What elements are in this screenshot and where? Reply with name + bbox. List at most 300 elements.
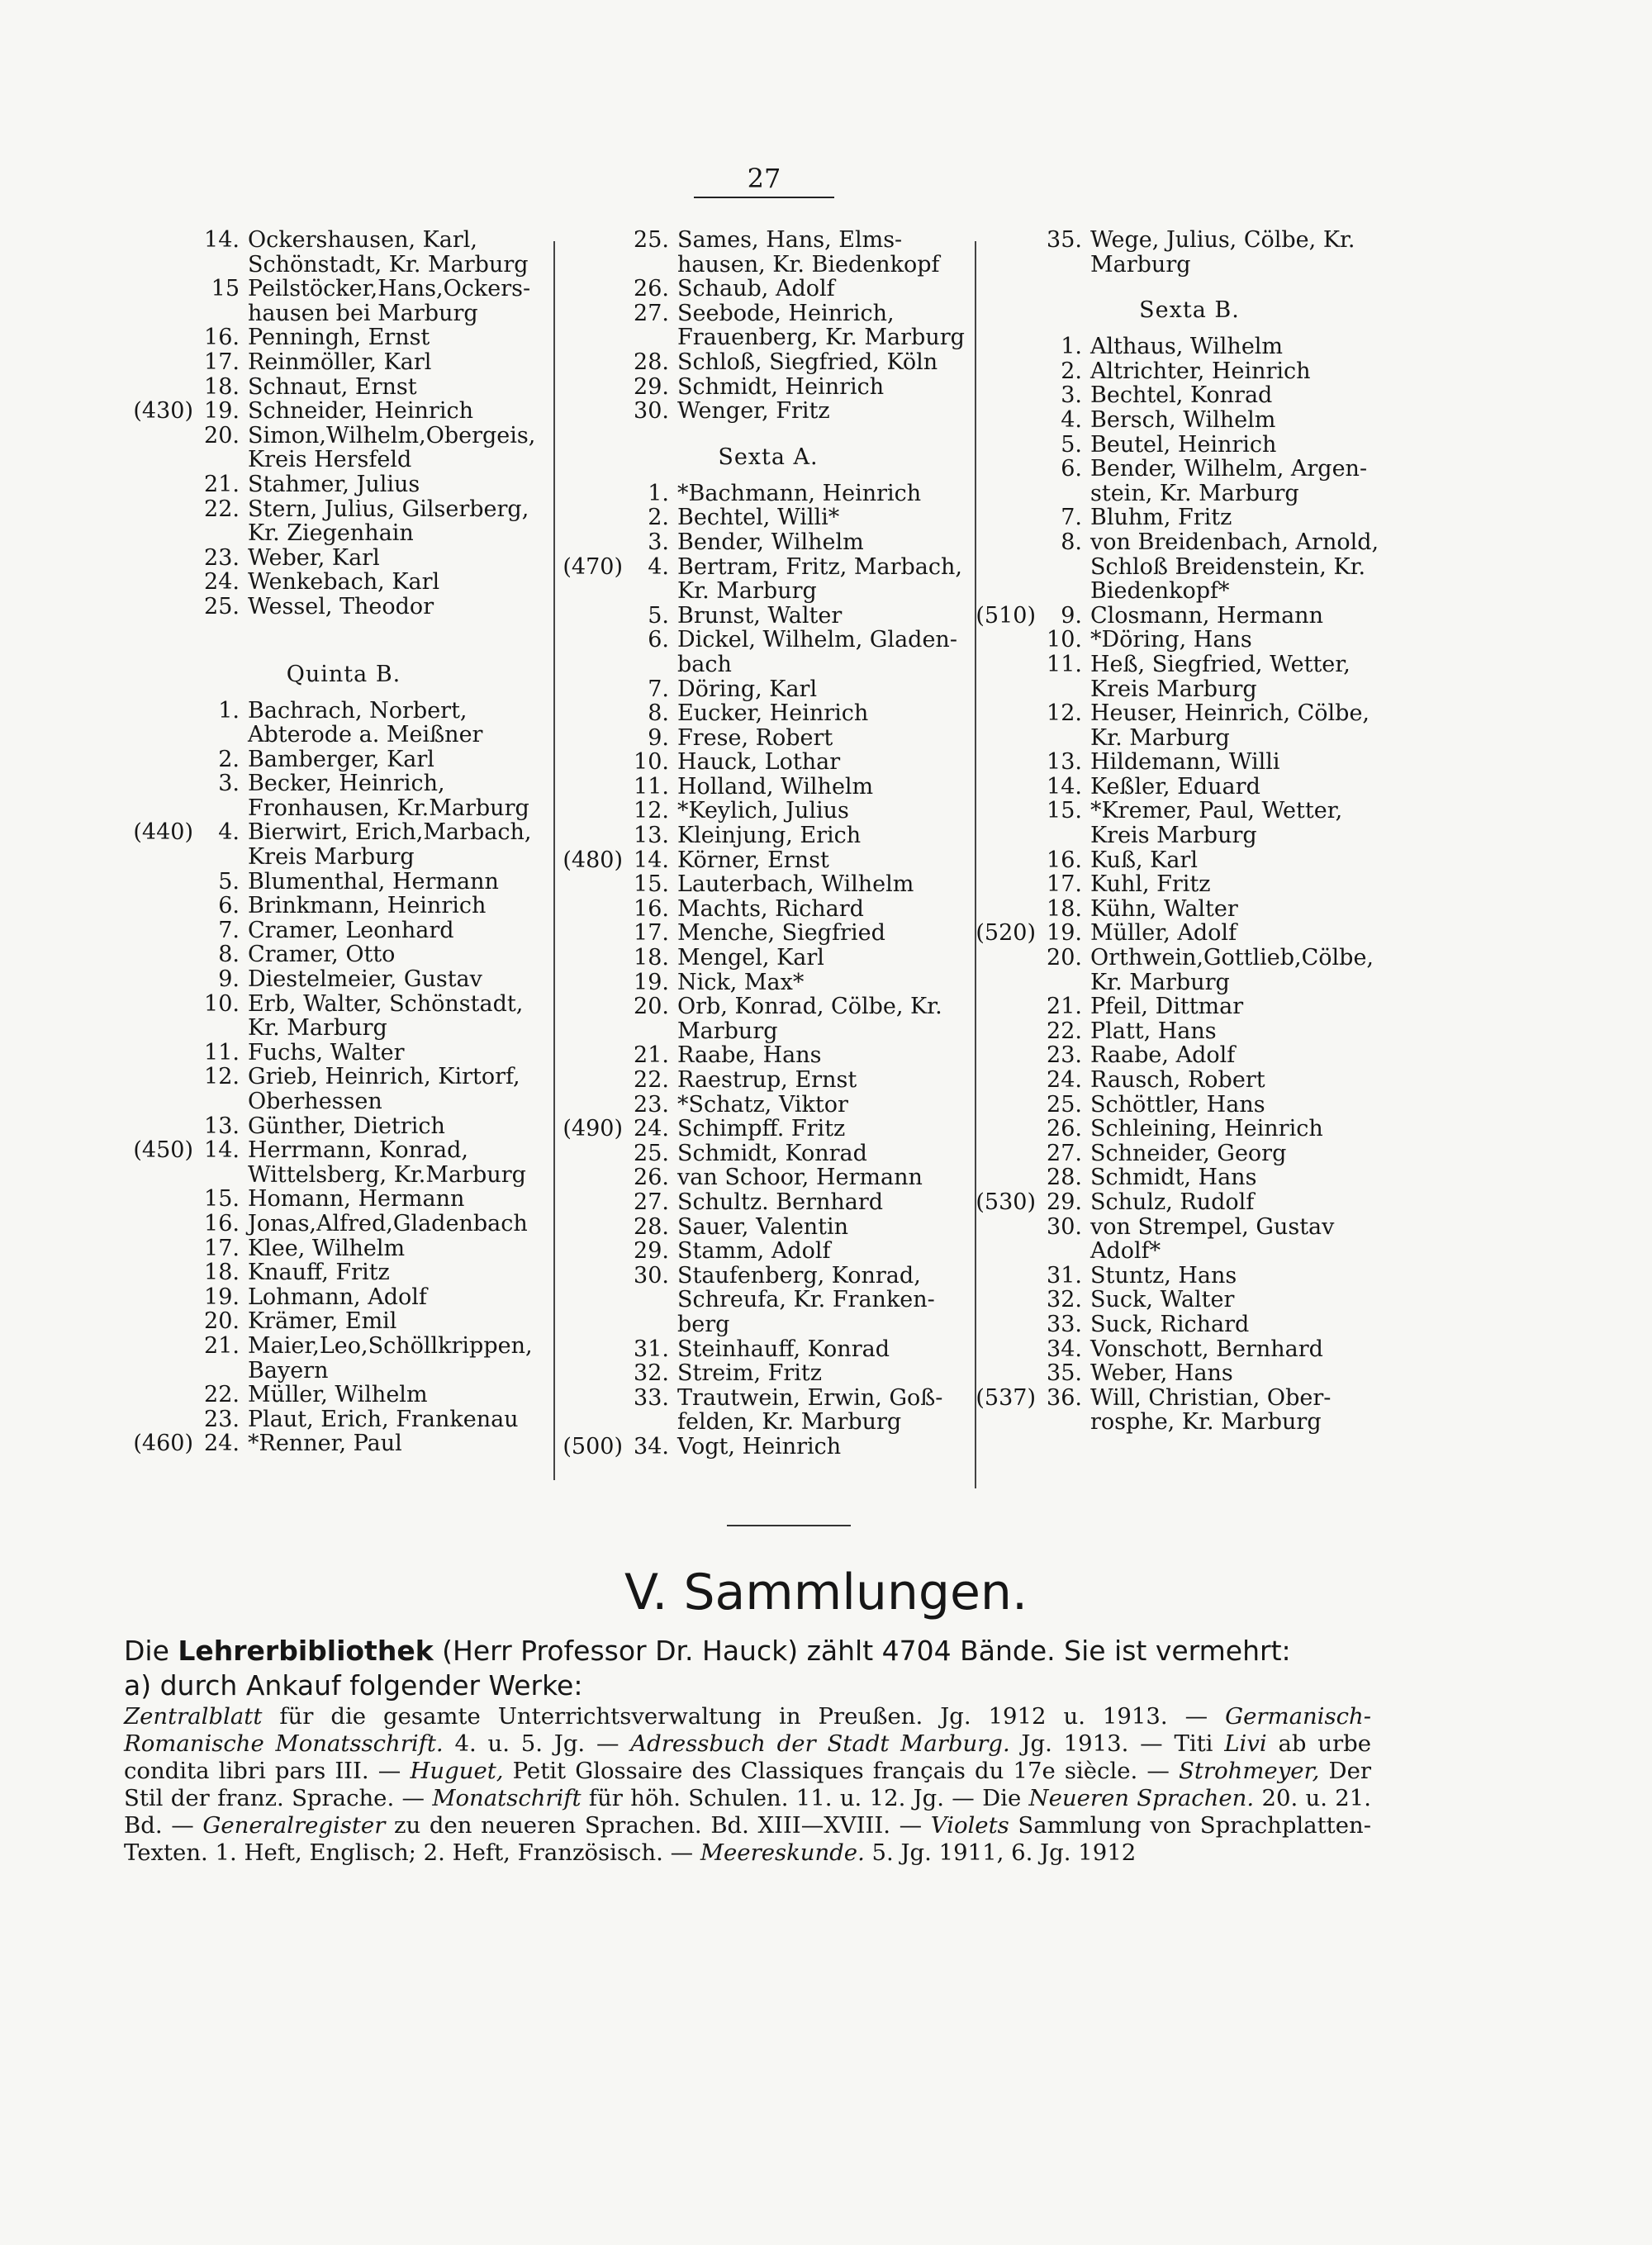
book-title: Strohmeyer, — [1179, 1758, 1320, 1784]
entry-number: 10. — [204, 990, 240, 1017]
entry-number: 28. — [634, 349, 669, 375]
student-column-3 — [975, 228, 1404, 1435]
student-entry — [562, 228, 975, 277]
entry-index — [562, 775, 629, 800]
student-entry — [975, 750, 1404, 775]
student-name: Jonas,Alfred,Gladenbach — [248, 1210, 528, 1236]
student-entry — [132, 1309, 555, 1334]
student-name: Rausch, Robert — [1090, 1067, 1265, 1093]
student-name: Holland, Wilhelm — [677, 773, 874, 800]
student-name: Frese, Robert — [677, 724, 833, 751]
student-name: Mengel, Karl — [677, 945, 824, 971]
book-text: Petit Glossaire des Classiques français du 17e siècle. — — [503, 1758, 1180, 1784]
entry-index — [132, 375, 200, 400]
student-entry — [132, 967, 555, 992]
student-name: Wessel, Theodor — [248, 593, 434, 619]
entry-number: 16. — [1047, 847, 1082, 873]
student-entry — [562, 1043, 975, 1068]
student-name: Krämer, Emil — [248, 1308, 397, 1335]
student-entry — [975, 775, 1404, 800]
student-entry — [132, 1383, 555, 1407]
entry-index — [132, 228, 200, 277]
entry-number: 8. — [1061, 529, 1082, 555]
entry-index — [132, 699, 200, 748]
student-entry — [975, 628, 1404, 653]
entry-number: 2. — [218, 746, 240, 772]
entry-number: 12. — [204, 1064, 240, 1090]
student-entry — [562, 921, 975, 946]
student-entry — [975, 653, 1404, 701]
entry-index — [132, 546, 200, 571]
entry-number: 26. — [634, 276, 669, 302]
book-title: Adressbuch der Stadt Marburg. — [630, 1730, 1010, 1757]
student-name: Grieb, Heinrich, Kirtorf, Oberhessen — [248, 1064, 520, 1114]
student-name: von Breidenbach, Arnold, Schloß Breidenstein, Kr. Biedenkopf* — [1090, 529, 1379, 605]
student-entry — [562, 1361, 975, 1386]
entry-index — [975, 457, 1042, 505]
entry-index — [975, 1312, 1042, 1337]
entry-number: 5. — [648, 602, 669, 629]
student-name: Closmann, Hermann — [1090, 602, 1323, 629]
entry-number: 19. — [204, 1284, 240, 1310]
entry-number: 32. — [1047, 1287, 1082, 1313]
entry-index — [975, 1093, 1042, 1118]
student-entry — [562, 775, 975, 800]
student-entry — [562, 399, 975, 424]
student-entry — [132, 1041, 555, 1066]
student-name: Döring, Karl — [677, 676, 818, 702]
student-name: Schnaut, Ernst — [248, 373, 417, 400]
student-entry — [132, 1260, 555, 1285]
student-entry — [132, 1212, 555, 1236]
book-title: Germanisch-Romanische Monatsschrift. — [124, 1703, 1371, 1757]
entry-number: 31. — [634, 1336, 669, 1362]
student-name: Beutel, Heinrich — [1090, 431, 1277, 458]
student-name: Simon,Wilhelm,Obergeis, Kreis Hersfeld — [248, 422, 536, 473]
student-name: Brinkmann, Heinrich — [248, 893, 487, 919]
entry-number: 35. — [1047, 1360, 1082, 1387]
student-name: Maier,Leo,Schöllkrippen, Bayern — [248, 1332, 533, 1384]
entry-index — [975, 1019, 1042, 1044]
student-entry — [132, 325, 555, 350]
student-entry — [562, 301, 975, 350]
student-entry — [975, 1264, 1404, 1289]
entry-number: 25. — [1047, 1091, 1082, 1118]
student-entry — [132, 277, 555, 325]
entry-index: (520) — [976, 920, 1036, 947]
student-entry — [975, 408, 1404, 433]
student-name: Homann, Hermann — [248, 1186, 465, 1213]
entry-number: 8. — [218, 942, 240, 968]
book-text: Der Stil der franz. Sprache. — — [124, 1758, 1371, 1811]
book-text: Jg. 1913. — Titi — [1009, 1730, 1225, 1757]
student-entry — [132, 472, 555, 497]
student-name: Schneider, Heinrich — [248, 398, 473, 425]
entry-index — [975, 994, 1042, 1019]
entry-number: 16. — [634, 895, 669, 922]
student-entry — [562, 555, 975, 604]
entry-index: (500) — [563, 1433, 623, 1459]
entry-index: (530) — [976, 1189, 1036, 1215]
student-entry — [562, 701, 975, 726]
student-name: Fuchs, Walter — [248, 1039, 405, 1066]
entry-index: (510) — [976, 602, 1036, 629]
student-name: Stahmer, Julius — [248, 471, 420, 497]
entry-index — [562, 301, 629, 350]
student-column-2 — [562, 228, 975, 1459]
entry-number: 2. — [648, 505, 669, 531]
student-entry — [562, 482, 975, 506]
entry-index: (537) — [976, 1384, 1036, 1411]
student-name: Weber, Karl — [248, 544, 380, 571]
student-entry — [975, 604, 1404, 629]
entry-index — [975, 1361, 1042, 1386]
student-entry — [562, 799, 975, 823]
student-name: Raabe, Hans — [677, 1042, 822, 1069]
entry-number: 10. — [634, 749, 669, 776]
entry-index — [132, 497, 200, 546]
entry-index — [562, 750, 629, 775]
book-title: Violets — [930, 1812, 1009, 1839]
entry-index — [562, 1239, 629, 1264]
student-name: Bachrach, Norbert, Abterode a. Meißner — [248, 697, 483, 748]
entry-index — [562, 375, 629, 400]
student-name: Schmidt, Konrad — [677, 1140, 867, 1166]
entry-index — [975, 628, 1042, 653]
entry-index — [975, 897, 1042, 922]
student-entry — [562, 726, 975, 751]
student-entry — [975, 1215, 1404, 1264]
student-entry — [132, 595, 555, 619]
entry-index — [975, 228, 1042, 277]
student-entry — [975, 848, 1404, 873]
student-name: Cramer, Otto — [248, 942, 396, 968]
student-entry — [562, 1337, 975, 1362]
student-name: Stamm, Adolf — [677, 1238, 831, 1265]
student-entry — [562, 1386, 975, 1435]
student-entry — [562, 604, 975, 629]
entry-index — [562, 530, 629, 555]
student-name: Günther, Dietrich — [248, 1113, 445, 1139]
student-name: Weber, Hans — [1090, 1360, 1233, 1387]
entry-number: 11. — [634, 773, 669, 800]
student-name: Wege, Julius, Cölbe, Kr. Marburg — [1090, 227, 1355, 278]
entry-number: 17. — [634, 920, 669, 947]
student-entry — [132, 546, 555, 571]
student-name: Schulz, Rudolf — [1090, 1189, 1255, 1215]
entry-number: 18. — [1047, 895, 1082, 922]
student-entry — [132, 699, 555, 748]
entry-number: 16. — [204, 325, 240, 351]
entry-index — [562, 628, 629, 676]
student-entry — [975, 1312, 1404, 1337]
entry-index — [132, 748, 200, 772]
entry-index: (430) — [133, 398, 193, 425]
student-entry — [132, 1114, 555, 1139]
entry-number: 28. — [1047, 1165, 1082, 1191]
entry-index — [975, 1117, 1042, 1141]
entry-index — [562, 1043, 629, 1068]
student-entry — [562, 350, 975, 375]
entry-index — [132, 350, 200, 375]
student-name: Altrichter, Heinrich — [1090, 358, 1311, 384]
entry-index — [562, 1190, 629, 1215]
entry-index — [975, 653, 1042, 701]
entry-index — [132, 967, 200, 992]
book-text: für die gesamte Unterrichtsverwaltung in Preußen. Jg. 1912 u. 1913. — — [262, 1703, 1226, 1730]
student-name: *Keylich, Julius — [677, 798, 849, 824]
student-name: Bechtel, Willi* — [677, 505, 840, 531]
student-entry — [132, 228, 555, 277]
entry-index — [562, 946, 629, 971]
entry-number: 29. — [634, 1238, 669, 1265]
student-name: Bender, Wilhelm — [677, 529, 864, 555]
entry-number: 11. — [204, 1039, 240, 1066]
student-entry — [132, 1334, 555, 1383]
student-name: Erb, Walter, Schönstadt, Kr. Marburg — [248, 990, 524, 1042]
page-number: 27 — [694, 162, 834, 198]
entry-index — [132, 1334, 200, 1383]
student-name: Will, Christian, Ober- rosphe, Kr. Marburg — [1090, 1384, 1332, 1436]
entry-index — [562, 277, 629, 301]
entry-number: 7. — [1061, 505, 1082, 531]
entry-number: 18. — [634, 945, 669, 971]
entry-index — [975, 1215, 1042, 1264]
entry-index: (470) — [563, 553, 623, 580]
entry-number: 15. — [634, 871, 669, 898]
entry-index — [132, 1114, 200, 1139]
student-name: Seebode, Heinrich, Frauenberg, Kr. Marburg — [677, 300, 965, 351]
entry-index — [132, 1236, 200, 1261]
entry-index — [562, 897, 629, 922]
entry-number: 4. — [218, 819, 240, 846]
student-entry — [975, 946, 1404, 994]
entry-index — [562, 399, 629, 424]
entry-number: 21. — [1047, 994, 1082, 1020]
entry-number: 27. — [1047, 1140, 1082, 1166]
student-entry — [562, 1141, 975, 1166]
entry-index — [975, 848, 1042, 873]
entry-index — [562, 482, 629, 506]
student-entry — [562, 1264, 975, 1337]
entry-index — [562, 1386, 629, 1435]
entry-number: 29. — [1047, 1189, 1082, 1215]
entry-index — [975, 505, 1042, 530]
entry-number: 21. — [204, 1332, 240, 1359]
entry-number: 20. — [204, 422, 240, 449]
student-entry — [975, 433, 1404, 458]
entry-number: 31. — [1047, 1262, 1082, 1289]
student-entry — [975, 335, 1404, 359]
student-name: Sauer, Valentin — [677, 1213, 849, 1240]
entry-number: 22. — [634, 1067, 669, 1093]
student-entry — [132, 748, 555, 772]
student-entry — [562, 1239, 975, 1264]
entry-number: 6. — [218, 893, 240, 919]
student-entry — [562, 1215, 975, 1240]
entry-number: 30. — [634, 398, 669, 425]
entry-number: 13. — [1047, 749, 1082, 776]
student-name: Raestrup, Ernst — [677, 1067, 857, 1093]
entry-number: 1. — [1061, 334, 1082, 360]
section-separator — [727, 1525, 851, 1526]
entry-number: 19. — [1047, 920, 1082, 947]
student-name: *Bachmann, Heinrich — [677, 480, 922, 506]
entry-number: 25. — [634, 227, 669, 253]
entry-number: 32. — [634, 1360, 669, 1387]
entry-number: 3. — [218, 771, 240, 797]
student-entry — [975, 1019, 1404, 1044]
intro-bold: Lehrerbibliothek — [178, 1635, 434, 1667]
book-title: Meereskunde. — [700, 1839, 865, 1866]
student-entry — [562, 505, 975, 530]
student-name: Herrmann, Konrad, Wittelsberg, Kr.Marburg — [248, 1137, 526, 1188]
entry-number: 23. — [1047, 1042, 1082, 1069]
student-name: Heß, Siegfried, Wetter, Kreis Marburg — [1090, 651, 1351, 702]
entry-index — [975, 1068, 1042, 1093]
entry-index — [975, 1264, 1042, 1289]
student-entry — [975, 872, 1404, 897]
student-name: Peilstöcker,Hans,Ockers- hausen bei Marburg — [248, 276, 531, 326]
entry-number: 9. — [648, 724, 669, 751]
entry-index — [132, 1212, 200, 1236]
entry-number: 19. — [634, 969, 669, 995]
entry-number: 17. — [204, 349, 240, 375]
student-name: Keßler, Eduard — [1090, 773, 1260, 800]
student-name: Schleining, Heinrich — [1090, 1116, 1323, 1142]
entry-number: 33. — [1047, 1311, 1082, 1337]
student-name: Penningh, Ernst — [248, 325, 430, 351]
book-text: 20. u. 21. Bd. — — [124, 1785, 1371, 1839]
student-entry — [975, 505, 1404, 530]
student-entry — [975, 530, 1404, 604]
library-intro — [124, 1634, 1371, 1703]
student-entry — [132, 424, 555, 472]
entry-index — [562, 1093, 629, 1118]
entry-number: 22. — [1047, 1018, 1082, 1044]
student-column-1 — [132, 228, 555, 1456]
entry-number: 28. — [634, 1213, 669, 1240]
student-name: Staufenberg, Konrad, Schreufa, Kr. Franken- berg — [677, 1262, 935, 1337]
student-entry — [562, 897, 975, 922]
student-name: Schöttler, Hans — [1090, 1091, 1265, 1118]
student-name: Sames, Hans, Elms- hausen, Kr. Biedenkopf — [677, 227, 940, 278]
entry-number: 30. — [634, 1262, 669, 1289]
student-entry — [132, 1065, 555, 1113]
entry-index — [562, 872, 629, 897]
entry-index: (490) — [563, 1116, 623, 1142]
student-entry — [132, 942, 555, 967]
student-name: Lauterbach, Wilhelm — [677, 871, 914, 898]
entry-number: 1. — [648, 480, 669, 506]
entry-number: 17. — [1047, 871, 1082, 898]
entry-index — [975, 335, 1042, 359]
entry-number: 34. — [634, 1433, 669, 1459]
student-name: Heuser, Heinrich, Cölbe, Kr. Marburg — [1090, 700, 1370, 751]
entry-number: 36. — [1047, 1384, 1082, 1411]
entry-number: 21. — [634, 1042, 669, 1069]
entry-index — [562, 1068, 629, 1093]
student-entry — [132, 992, 555, 1041]
entry-number: 23. — [204, 1406, 240, 1432]
entry-index — [562, 1337, 629, 1362]
student-name: Schultz. Bernhard — [677, 1189, 884, 1215]
student-name: Müller, Adolf — [1090, 920, 1237, 947]
entry-number: 20. — [1047, 945, 1082, 971]
student-entry — [975, 359, 1404, 384]
student-entry — [975, 921, 1404, 946]
entry-index — [132, 570, 200, 595]
intro-prefix: Die — [124, 1635, 178, 1667]
student-name: Bender, Wilhelm, Argen- stein, Kr. Marburg — [1090, 456, 1368, 506]
student-entry — [562, 277, 975, 301]
student-entry — [132, 375, 555, 400]
student-entry — [562, 1093, 975, 1118]
student-name: Bechtel, Konrad — [1090, 382, 1273, 409]
student-name: Orthwein,Gottlieb,Cölbe, Kr. Marburg — [1090, 945, 1374, 995]
entry-index — [132, 1260, 200, 1285]
student-entry — [975, 1117, 1404, 1141]
entry-index — [975, 433, 1042, 458]
book-title: Monatschrift — [432, 1785, 582, 1811]
student-entry — [562, 1068, 975, 1093]
entry-number: 15 — [211, 276, 240, 302]
student-entry — [975, 1093, 1404, 1118]
student-name: Nick, Max* — [677, 969, 805, 995]
student-entry — [132, 870, 555, 895]
student-entry — [975, 1361, 1404, 1386]
student-entry — [132, 1236, 555, 1261]
entry-index — [562, 971, 629, 995]
entry-number: 26. — [1047, 1116, 1082, 1142]
student-entry — [975, 897, 1404, 922]
student-entry — [132, 918, 555, 943]
student-entry — [132, 1187, 555, 1212]
entry-index — [562, 1264, 629, 1337]
intro-line-2: a) durch Ankauf folgender Werke: — [124, 1669, 583, 1702]
entry-number: 13. — [634, 823, 669, 849]
entry-index — [132, 870, 200, 895]
student-entry — [975, 1043, 1404, 1068]
student-entry — [562, 530, 975, 555]
student-name: Althaus, Wilhelm — [1090, 334, 1284, 360]
entry-number: 14. — [634, 847, 669, 873]
entry-number: 20. — [204, 1308, 240, 1335]
entry-number: 17. — [204, 1235, 240, 1261]
student-entry — [132, 771, 555, 820]
entry-index — [975, 775, 1042, 800]
entry-number: 4. — [1061, 406, 1082, 433]
book-list-paragraph — [124, 1703, 1371, 1867]
entry-index — [562, 1141, 629, 1166]
student-name: Lohmann, Adolf — [248, 1284, 427, 1310]
entry-index — [562, 726, 629, 751]
book-list — [124, 1703, 1371, 1867]
student-entry — [562, 1165, 975, 1190]
book-title: Huguet, — [410, 1758, 504, 1784]
entry-index: (480) — [563, 847, 623, 873]
entry-index: (460) — [133, 1431, 193, 1457]
entry-number: 18. — [204, 1260, 240, 1286]
student-name: Suck, Walter — [1090, 1287, 1235, 1313]
student-entry — [562, 971, 975, 995]
entry-index — [975, 701, 1042, 750]
student-entry — [975, 1337, 1404, 1362]
student-name: Wenger, Fritz — [677, 398, 830, 425]
student-name: Ockershausen, Karl, Schönstadt, Kr. Marburg — [248, 227, 529, 278]
student-name: Stuntz, Hans — [1090, 1262, 1237, 1289]
student-entry — [562, 872, 975, 897]
